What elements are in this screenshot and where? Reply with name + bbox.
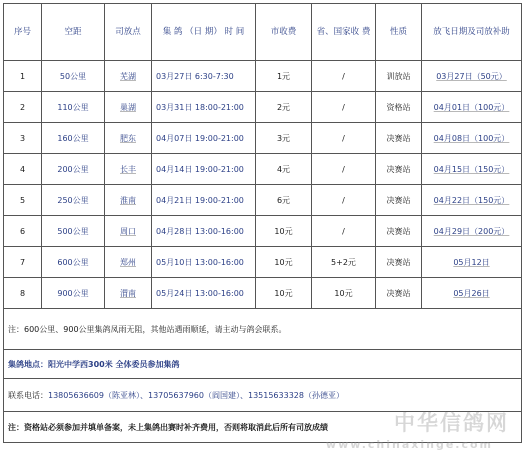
- table-row: [4, 92, 522, 123]
- row-collection-time: 04月07日 19:00-21:00: [152, 123, 256, 154]
- row-release-site: 郑州: [105, 247, 152, 278]
- row-distance: 900公里: [42, 278, 105, 309]
- row-release-site: 周口: [105, 216, 152, 247]
- row-nature: 决赛站: [376, 247, 422, 278]
- row-distance: 200公里: [42, 154, 105, 185]
- table-row: [4, 61, 522, 92]
- header-no: 序号: [4, 4, 42, 61]
- row-collection-time: 04月21日 19:00-21:00: [152, 185, 256, 216]
- header-province-fee: 省、国家收 费: [312, 4, 376, 61]
- row-city-fee: 4元: [256, 154, 312, 185]
- table-row: [4, 154, 522, 185]
- row-city-fee: 10元: [256, 216, 312, 247]
- note-weather: 注：600公里、900公里集鸽凤雨无阻，其他站遇雨顺延，请主动与鸽会联系。: [4, 309, 522, 350]
- table-row: [4, 278, 522, 309]
- row-province-fee: /: [312, 154, 376, 185]
- note-row-1: [4, 309, 522, 350]
- table-row: [4, 216, 522, 247]
- race-rows: [4, 61, 522, 309]
- row-province-fee: /: [312, 185, 376, 216]
- row-distance: 600公里: [42, 247, 105, 278]
- row-reward: 04月08日（100元）: [422, 123, 522, 154]
- row-no: 4: [4, 154, 42, 185]
- row-reward: 05月26日: [422, 278, 522, 309]
- row-no: 5: [4, 185, 42, 216]
- header-collection-time: 集 鸽 （日 期） 时 间: [152, 4, 256, 61]
- row-distance: 110公里: [42, 92, 105, 123]
- contact-label: 联系电话：: [8, 390, 48, 400]
- table-row: [4, 123, 522, 154]
- row-release-site: 渭南: [105, 278, 152, 309]
- row-city-fee: 2元: [256, 92, 312, 123]
- row-nature: 决赛站: [376, 278, 422, 309]
- row-province-fee: 10元: [312, 278, 376, 309]
- row-collection-time: 05月10日 13:00-16:00: [152, 247, 256, 278]
- row-province-fee: /: [312, 216, 376, 247]
- row-province-fee: /: [312, 61, 376, 92]
- contact-phones: 13805636609（陈亚林）、13705637960（阎国建）、13515633328（孙德亚）: [48, 390, 344, 400]
- header-reward: 放飞日期及司放补助: [422, 4, 522, 61]
- row-release-site: 芜湖: [105, 61, 152, 92]
- row-province-fee: /: [312, 92, 376, 123]
- row-reward: 03月27日（50元）: [422, 61, 522, 92]
- row-distance: 500公里: [42, 216, 105, 247]
- note-row-2: [4, 350, 522, 379]
- row-reward: 04月01日（100元）: [422, 92, 522, 123]
- site-watermark: 中华信鸽网: [394, 411, 509, 435]
- row-distance: 160公里: [42, 123, 105, 154]
- header-city-fee: 市收费: [256, 4, 312, 61]
- row-nature: 资格站: [376, 92, 422, 123]
- row-no: 2: [4, 92, 42, 123]
- row-province-fee: 5+2元: [312, 247, 376, 278]
- row-collection-time: 04月28日 13:00-16:00: [152, 216, 256, 247]
- row-nature: 决赛站: [376, 216, 422, 247]
- row-nature: 决赛站: [376, 123, 422, 154]
- row-release-site: 长丰: [105, 154, 152, 185]
- header-row: [4, 4, 522, 61]
- note-qualification: 注：资格站必须参加并填单备案，未上集鸽出赛时补齐费用，否则将取消此后所有司放成绩: [4, 412, 522, 443]
- row-city-fee: 3元: [256, 123, 312, 154]
- row-reward: 04月15日（150元）: [422, 154, 522, 185]
- note-collection-site: 集鸽地点：阳光中学西300米 全体委员参加集鸽: [4, 350, 522, 379]
- table-row: [4, 185, 522, 216]
- row-reward: 04月29日（200元）: [422, 216, 522, 247]
- row-no: 1: [4, 61, 42, 92]
- row-no: 7: [4, 247, 42, 278]
- row-nature: 决赛站: [376, 185, 422, 216]
- row-collection-time: 03月31日 18:00-21:00: [152, 92, 256, 123]
- row-city-fee: 1元: [256, 61, 312, 92]
- row-no: 6: [4, 216, 42, 247]
- row-release-site: 肥东: [105, 123, 152, 154]
- row-city-fee: 10元: [256, 247, 312, 278]
- row-nature: 训放站: [376, 61, 422, 92]
- row-distance: 50公里: [42, 61, 105, 92]
- row-no: 3: [4, 123, 42, 154]
- row-no: 8: [4, 278, 42, 309]
- row-collection-time: 03月27日 6:30-7:30: [152, 61, 256, 92]
- schedule-sheet: [3, 3, 521, 455]
- row-province-fee: /: [312, 123, 376, 154]
- row-collection-time: 05月24日 13:00-16:00: [152, 278, 256, 309]
- row-release-site: 淮南: [105, 185, 152, 216]
- row-nature: 决赛站: [376, 154, 422, 185]
- row-city-fee: 6元: [256, 185, 312, 216]
- header-release-site: 司放点: [105, 4, 152, 61]
- header-distance: 空距: [42, 4, 105, 61]
- row-reward: 04月22日（150元）: [422, 185, 522, 216]
- row-reward: 05月12日: [422, 247, 522, 278]
- row-distance: 250公里: [42, 185, 105, 216]
- race-schedule-table: [3, 3, 522, 443]
- row-collection-time: 04月14日 19:00-21:00: [152, 154, 256, 185]
- table-row: [4, 247, 522, 278]
- header-nature: 性质: [376, 4, 422, 61]
- site-watermark-url: www.chinaxinge.com: [325, 438, 493, 451]
- row-release-site: 巢湖: [105, 92, 152, 123]
- row-city-fee: 10元: [256, 278, 312, 309]
